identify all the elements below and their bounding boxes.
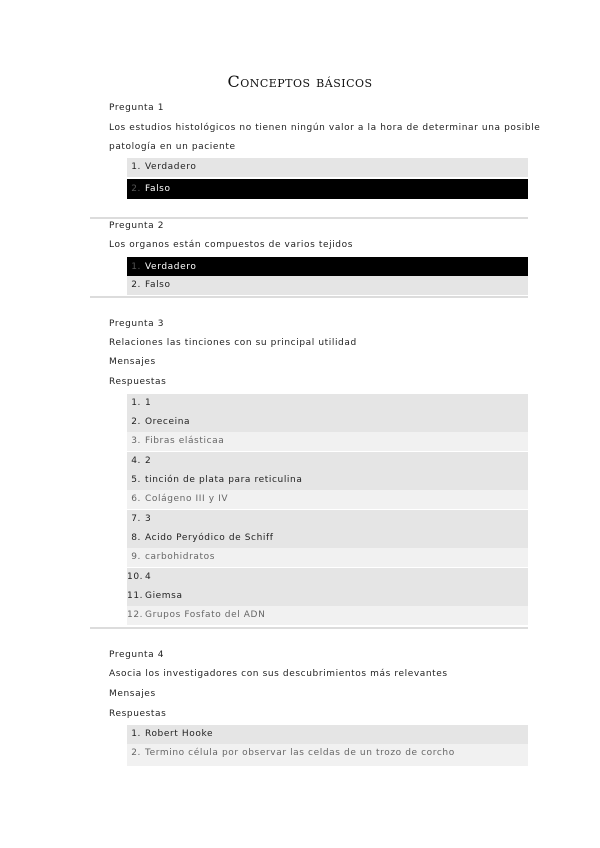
page-title: Conceptos básicos	[227, 72, 373, 91]
item-number: 2.	[131, 417, 141, 427]
item-label: Colágeno III y IV	[145, 494, 229, 504]
question-1-label: Pregunta 1	[109, 103, 165, 113]
option-number: 2.	[131, 184, 141, 194]
question-3-respuestas: Respuestas	[109, 377, 167, 387]
item-number: 2.	[131, 748, 141, 758]
item-number: 11.	[127, 591, 144, 601]
section-divider	[90, 296, 528, 298]
q3-item	[127, 394, 528, 413]
question-3-text: Relaciones las tinciones con su principal utilidad	[109, 338, 357, 348]
option-number: 2.	[131, 280, 141, 290]
q3-item	[127, 568, 528, 587]
item-number: 1.	[131, 729, 141, 739]
item-label: tinción de plata para reticulina	[145, 475, 303, 485]
q1-option-falso-selected[interactable]	[127, 179, 528, 199]
item-label: Oreceina	[145, 417, 191, 427]
item-number: 10.	[127, 572, 144, 582]
question-4-text: Asocia los investigadores con sus descubrimientos más relevantes	[109, 669, 448, 679]
q3-item	[127, 432, 528, 451]
q3-item	[127, 471, 528, 490]
question-4-respuestas: Respuestas	[109, 709, 167, 719]
q4-item	[127, 744, 528, 766]
q3-item	[127, 606, 528, 625]
q3-item	[127, 529, 528, 548]
q2-option-verdadero-selected[interactable]	[127, 257, 528, 277]
q3-item	[127, 452, 528, 471]
q3-item	[127, 548, 528, 567]
question-3-label: Pregunta 3	[109, 319, 165, 329]
item-number: 9.	[131, 552, 141, 562]
item-number: 3.	[131, 436, 141, 446]
item-label: 2	[145, 456, 152, 466]
item-number: 8.	[131, 533, 141, 543]
q3-item	[127, 490, 528, 509]
item-number: 5.	[131, 475, 141, 485]
item-label: Giemsa	[145, 591, 183, 601]
item-label: 3	[145, 514, 152, 524]
option-label: Falso	[145, 184, 171, 194]
item-label: carbohidratos	[145, 552, 216, 562]
option-number: 1.	[131, 262, 141, 272]
q2-option-falso[interactable]	[127, 276, 528, 295]
section-divider	[90, 627, 528, 629]
question-2-label: Pregunta 2	[109, 221, 165, 231]
question-2-text: Los organos están compuestos de varios tejidos	[109, 240, 354, 250]
q3-item	[127, 413, 528, 432]
question-4-mensajes: Mensajes	[109, 689, 156, 699]
item-label: Termino célula por observar las celdas de un trozo de corcho	[145, 748, 455, 758]
item-number: 12.	[127, 610, 144, 620]
item-number: 7.	[131, 514, 141, 524]
option-number: 1.	[131, 162, 141, 172]
item-label: 4	[145, 572, 152, 582]
option-label: Verdadero	[145, 162, 197, 172]
item-number: 1.	[131, 398, 141, 408]
item-label: Grupos Fosfato del ADN	[145, 610, 266, 620]
item-number: 4.	[131, 456, 141, 466]
item-label: Acido Peryódico de Schiff	[145, 533, 274, 543]
q3-item	[127, 510, 528, 529]
item-number: 6.	[131, 494, 141, 504]
question-1-text-cont: patología en un paciente	[109, 142, 236, 152]
q4-item	[127, 725, 528, 744]
q3-item	[127, 587, 528, 606]
question-3-mensajes: Mensajes	[109, 357, 156, 367]
question-1-text: Los estudios histológicos no tienen ningún valor a la hora de determinar una posible	[109, 123, 541, 133]
item-label: Robert Hooke	[145, 729, 214, 739]
item-label: 1	[145, 398, 152, 408]
q1-option-verdadero[interactable]	[127, 158, 528, 177]
question-4-label: Pregunta 4	[109, 650, 165, 660]
section-divider	[90, 217, 528, 219]
item-label: Fibras elásticaa	[145, 436, 225, 446]
option-label: Verdadero	[145, 262, 197, 272]
option-label: Falso	[145, 280, 171, 290]
